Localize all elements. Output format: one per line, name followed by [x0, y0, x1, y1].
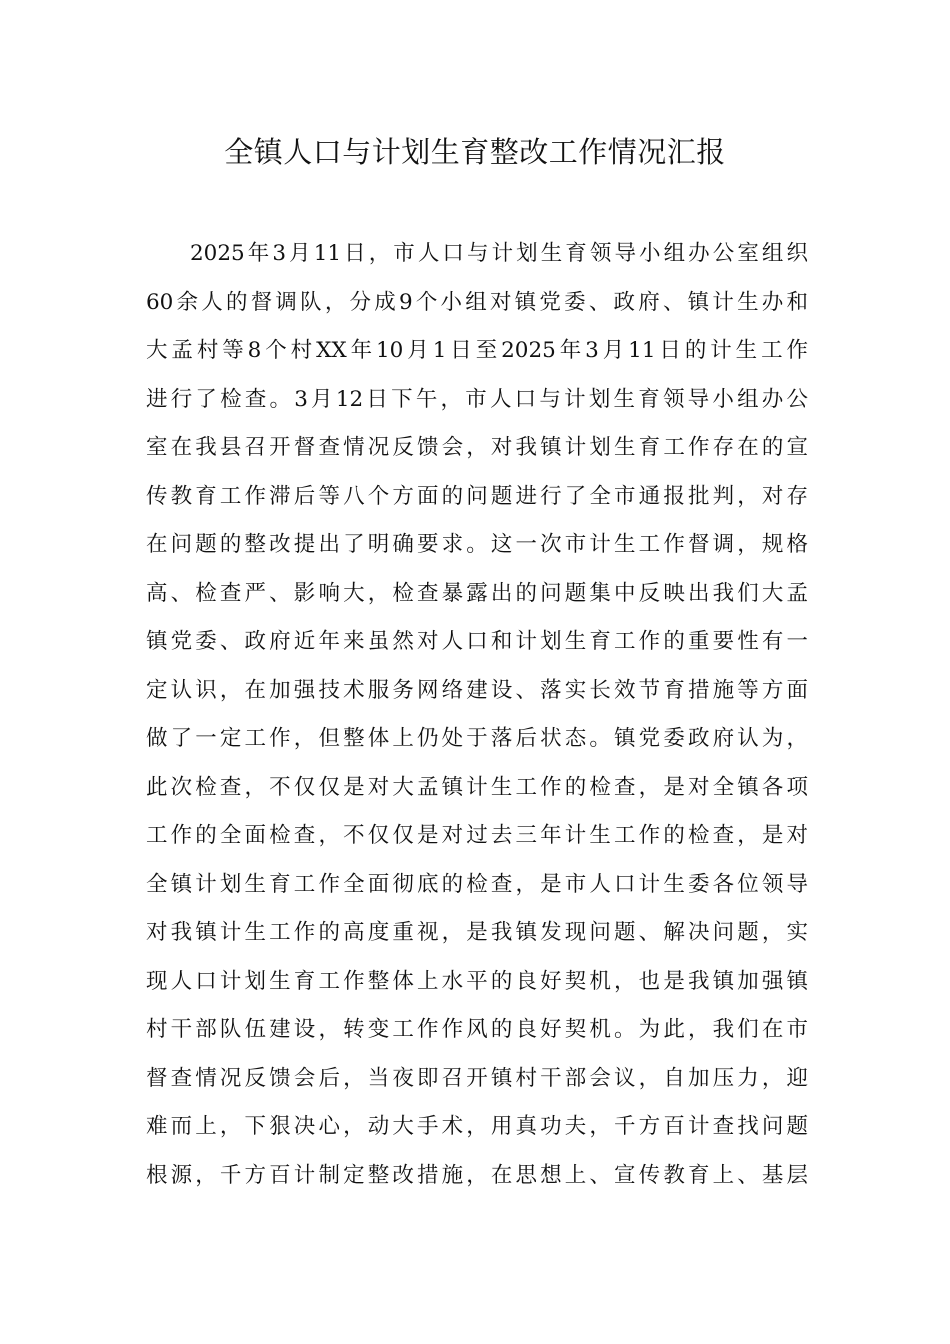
body-line: 高、检查严、影响大，检查暴露出的问题集中反映出我们大孟: [146, 580, 808, 606]
document-body: [146, 230, 808, 1200]
body-line: 对我镇计生工作的高度重视，是我镇发现问题、解决问题，实: [146, 920, 808, 945]
body-line: 大孟村等8个村XX年10月1日至2025年3月11日的计生工作: [146, 338, 808, 363]
body-line: 2025年3月11日，市人口与计划生育领导小组办公室组织: [190, 241, 808, 266]
body-line: 在问题的整改提出了明确要求。这一次市计生工作督调，规格: [146, 532, 808, 557]
document-title: 全镇人口与计划生育整改工作情况汇报: [224, 135, 726, 169]
body-line: 传教育工作滞后等八个方面的问题进行了全市通报批判，对存: [146, 483, 808, 509]
body-line: 现人口计划生育工作整体上水平的良好契机，也是我镇加强镇: [146, 968, 808, 994]
body-line: 村干部队伍建设，转变工作作风的良好契机。为此，我们在市: [146, 1017, 808, 1042]
body-line: 定认识，在加强技术服务网络建设、落实长效节育措施等方面: [146, 677, 808, 703]
body-line: 60余人的督调队，分成9个小组对镇党委、政府、镇计生办和: [146, 289, 808, 315]
body-line: 根源，千方百计制定整改措施，在思想上、宣传教育上、基层: [146, 1162, 808, 1188]
body-line: 镇党委、政府近年来虽然对人口和计划生育工作的重要性有一: [146, 629, 808, 654]
body-line: 难而上，下狠决心，动大手术，用真功夫，千方百计查找问题: [146, 1114, 808, 1139]
body-line: 室在我县召开督查情况反馈会，对我镇计划生育工作存在的宣: [146, 435, 808, 460]
body-line: 此次检查，不仅仅是对大孟镇计生工作的检查，是对全镇各项: [146, 774, 808, 800]
body-line: 督查情况反馈会后，当夜即召开镇村干部会议，自加压力，迎: [146, 1065, 808, 1091]
body-line: 进行了检查。3月12日下午，市人口与计划生育领导小组办公: [146, 386, 808, 412]
body-line: 全镇计划生育工作全面彻底的检查，是市人口计生委各位领导: [146, 871, 808, 897]
body-line: 做了一定工作，但整体上仍处于落后状态。镇党委政府认为，: [146, 726, 808, 751]
body-line: 工作的全面检查，不仅仅是对过去三年计生工作的检查，是对: [146, 823, 808, 848]
